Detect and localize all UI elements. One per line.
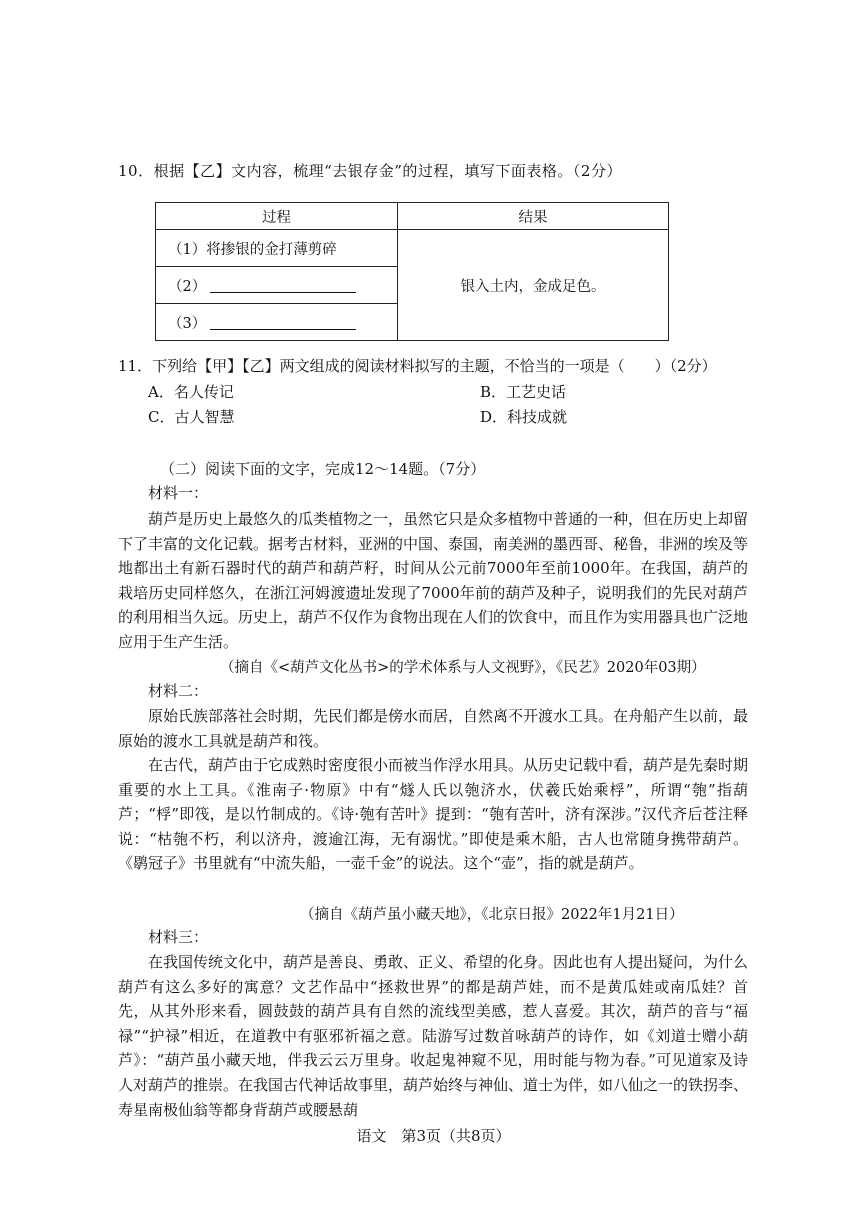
option-b[interactable]: B．工艺史话 (480, 383, 567, 401)
answer-blank-3[interactable] (210, 315, 356, 330)
step-1: （1）将掺银的金打薄剪碎 (156, 230, 398, 267)
step-2-label: （2） (168, 278, 207, 295)
result-cell: 银入土内，金成足色。 (398, 230, 669, 341)
step-2[interactable] (156, 267, 398, 304)
page-footer: 语文 第3页（共8页） (356, 1127, 511, 1145)
option-c[interactable]: C．古人智慧 (148, 408, 235, 426)
step-3[interactable] (156, 304, 398, 341)
process-table (155, 202, 669, 341)
question-10: 10．根据【乙】文内容，梳理“去银存金”的过程，填写下面表格。（2分） (118, 162, 622, 180)
answer-blank-2[interactable] (210, 278, 356, 293)
material-3-label: 材料三： (148, 928, 209, 946)
option-a[interactable]: A．名人传记 (148, 383, 234, 401)
section-heading: （二）阅读下面的文字，完成12～14题。（7分） (160, 460, 486, 478)
header-result: 结果 (398, 203, 669, 230)
header-process: 过程 (156, 203, 398, 230)
material-2-paragraph-1: 原始氏族部落社会时期，先民们都是傍水而居，自然离不开渡水工具。在舟船产生以前，最原始的渡水工具就是葫芦和筏。 (118, 707, 749, 750)
option-d[interactable]: D．科技成就 (480, 408, 568, 426)
material-1-source: （摘自《<葫芦文化丛书>的学术体系与人文视野》，《民艺》2020年03期） (220, 660, 706, 676)
material-2-paragraph-2: 在古代，葫芦由于它成熟时密度很小而被当作浮水用具。从历史记载中看，葫芦是先秦时期重要的水上工具。《淮南子·物原》中有“燧人氏以匏济水，伏羲氏始乘桴”，所谓“匏”指葫芦；“桴”即筏，是以竹制成的。《诗·匏有苦叶》提到：“匏有苦叶，济有深涉。”汉代齐后苍注释说：“枯匏不朽，利以济舟，渡逾江海，无有溺忧。”即使是乘木船，古人也常随身携带葫芦。《鹖冠子》书里就有“中流失船，一壶千金”的说法。这个“壶”，指的就是葫芦。 (118, 756, 749, 873)
step-3-label: （3） (168, 315, 207, 332)
material-3-paragraph: 在我国传统文化中，葫芦是善良、勇敢、正义、希望的化身。因此也有人提出疑问，为什么葫芦有这么多好的寓意？文艺作品中“拯救世界”的都是葫芦娃，而不是黄瓜娃或南瓜娃？首先，从其外形来看，圆鼓鼓的葫芦具有自然的流线型美感，惹人喜爱。其次，葫芦的音与“福禄”“护禄”相近，在道教中有驱邪祈福之意。陆游写过数首咏葫芦的诗作，如《刘道士赠小葫芦》：“葫芦虽小藏天地，伴我云云万里身。收起鬼神窥不见，用时能与物为春。”可见道家及诗人对葫芦的推崇。在我国古代神话故事里，葫芦始终与神仙、道士为伴，如八仙之一的铁拐李、寿星南极仙翁等都身背葫芦或腰悬葫 (118, 953, 748, 1119)
material-1-label: 材料一： (148, 484, 209, 502)
material-1-paragraph: 葫芦是历史上最悠久的瓜类植物之一，虽然它只是众多植物中普通的一种，但在历史上却留下了丰富的文化记载。据考古材料，亚洲的中国、泰国，南美洲的墨西哥、秘鲁，非洲的埃及等地都出土有新石器时代的葫芦和葫芦籽，时间从公元前7000年至前1000年。在我国，葫芦的栽培历史同样悠久，在浙江河姆渡遗址发现了7000年前的葫芦及种子，说明我们的先民对葫芦的利用相当久远。历史上，葫芦不仅作为食物出现在人们的饮食中，而且作为实用器具也广泛地应用于生产生活。 (118, 510, 749, 651)
question-11: 11．下列给【甲】【乙】两文组成的阅读材料拟写的主题，不恰当的一项是（ ）（2分） (118, 357, 717, 375)
material-2-label: 材料二： (148, 682, 209, 700)
material-2-source: （摘自《葫芦虽小藏天地》，《北京日报》2022年1月21日） (300, 907, 684, 923)
